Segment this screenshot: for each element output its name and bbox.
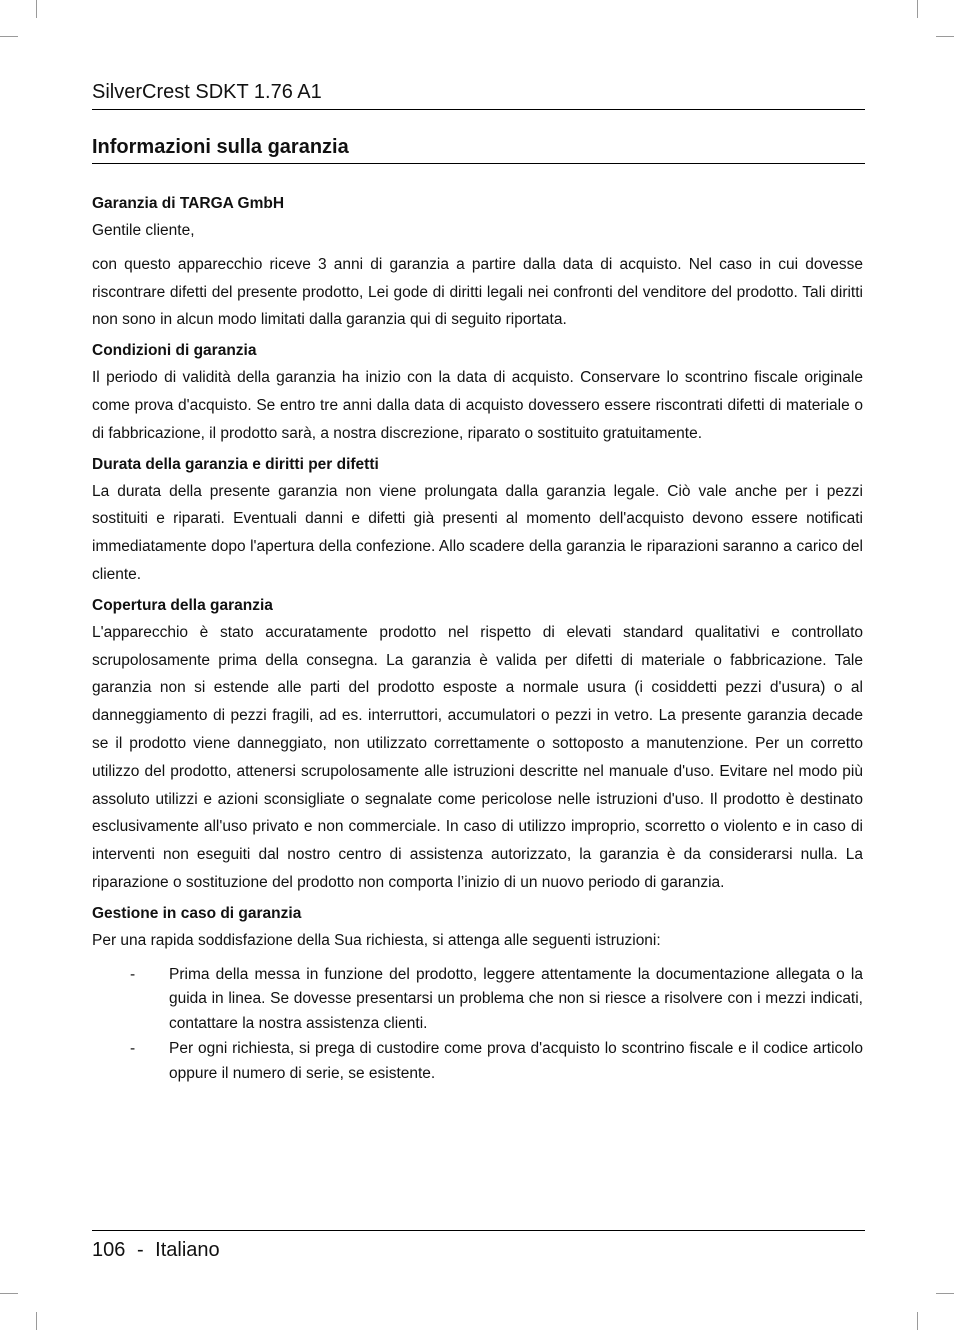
section-title (92, 133, 865, 164)
paragraph-condizioni: Il periodo di validità della garanzia ha inizio con la data di acquisto. Conservare lo scontrino fiscale originale come prova d'acquisto. Se entro tre anni dalla data di acquisto dovessero essere riscontrati difetti di materiale o di fabbricazione, il prodotto sarà, a nostra discrezione, riparato o sostituito gratuitamente. (92, 369, 863, 442)
list-item (92, 963, 863, 1037)
crop-mark (0, 1293, 18, 1294)
list-item (92, 1037, 863, 1086)
page-number: 106 (92, 1239, 126, 1261)
footer-rule (92, 1230, 865, 1231)
paragraph-intro: con questo apparecchio riceve 3 anni di garanzia a partire dalla data di acquisto. Nel caso in cui dovesse riscontrare difetti del presente prodotto, Lei gode di diritti legali nei confronti del venditore del prodotto. Tali diritti non sono in alcun modo limitati dalla garanzia qui di seguito riportata. (92, 255, 863, 329)
crop-mark (936, 36, 954, 37)
crop-mark (36, 1312, 37, 1330)
heading-durata: Durata della garanzia e diritti per difetti (92, 455, 379, 473)
document-body (92, 193, 863, 1088)
heading-garanzia-targa: Garanzia di TARGA GmbH (92, 195, 285, 212)
heading-copertura: Copertura della garanzia (92, 596, 273, 614)
heading-gestione: Gestione in caso di garanzia (92, 904, 302, 922)
list-item-text: Prima della messa in funzione del prodotto, leggere attentamente la documentazione allegata o la guida in linea. Se dovesse presentarsi un problema che non si riesce a risolvere con i mezzi indicati, contattare la nostra assistenza clienti. (169, 965, 863, 1032)
crop-mark (917, 1312, 918, 1330)
list-item-text: Per ogni richiesta, si prega di custodire come prova d'acquisto lo scontrino fiscale e il codice articolo oppure il numero di serie, se esistente. (169, 1040, 863, 1082)
heading-condizioni: Condizioni di garanzia (92, 342, 257, 360)
running-header (92, 80, 865, 110)
paragraph-copertura: L'apparecchio è stato accuratamente prodotto nel rispetto di elevati standard qualitativi e controllato scrupolosamente prima della consegna. La garanzia è valida per difetti di materiale o fabbricazione. Tale garanzia non si estende alle parti del prodotto esposte a normale usura (i cosiddetti pezzi d'usura) o al danneggiamento di pezzi fragili, ad es. interruttori, accumulatori o pezzi in vetro. La presente garanzia decade se il prodotto viene danneggiato, non utilizzato correttamente o sottoposto a manutenzione. Per un corretto utilizzo del prodotto, attenersi scrupolosamente alle istruzioni descritte nel manuale d'uso. Evitare nel modo più assoluto utilizzi e azioni sconsigliate o segnalate come pericolose nelle istruzioni d'uso. Il prodotto è destinato esclusivamente all'uso privato e non commerciale. In caso di utilizzo improprio, scorretto o violento e in caso di interventi non eseguiti dal nostro centro di assistenza autorizzato, la garanzia è da considerarsi nulla. La riparazione o sostituzione del prodotto non comporta l’inizio di un nuovo periodo di garanzia. (92, 623, 863, 891)
footer-separator: - (136, 1239, 144, 1261)
header-title: SilverCrest SDKT 1.76 A1 (92, 81, 322, 103)
crop-mark (0, 36, 18, 37)
list-marker: - (130, 1040, 136, 1058)
page-title: Informazioni sulla garanzia (92, 136, 349, 158)
crop-mark (36, 0, 37, 18)
footer-language: Italiano (155, 1239, 220, 1261)
paragraph-durata: La durata della presente garanzia non viene prolungata dalla garanzia legale. Ciò vale anche per i pezzi sostituiti e riparati. Eventuali danni e difetti già presenti al momento dell'acquisto devono essere notificati immediatamente dopo l'apertura della confezione. Allo scadere della garanzia le riparazioni saranno a carico del cliente. (92, 482, 863, 583)
crop-mark (917, 0, 918, 18)
paragraph-gestione: Per una rapida soddisfazione della Sua richiesta, si attenga alle seguenti istruzioni: (92, 931, 661, 949)
crop-mark (936, 1293, 954, 1294)
instruction-list (92, 963, 863, 1087)
list-marker: - (130, 965, 136, 983)
paragraph-greeting: Gentile cliente, (92, 222, 195, 239)
page-footer (92, 1236, 220, 1264)
